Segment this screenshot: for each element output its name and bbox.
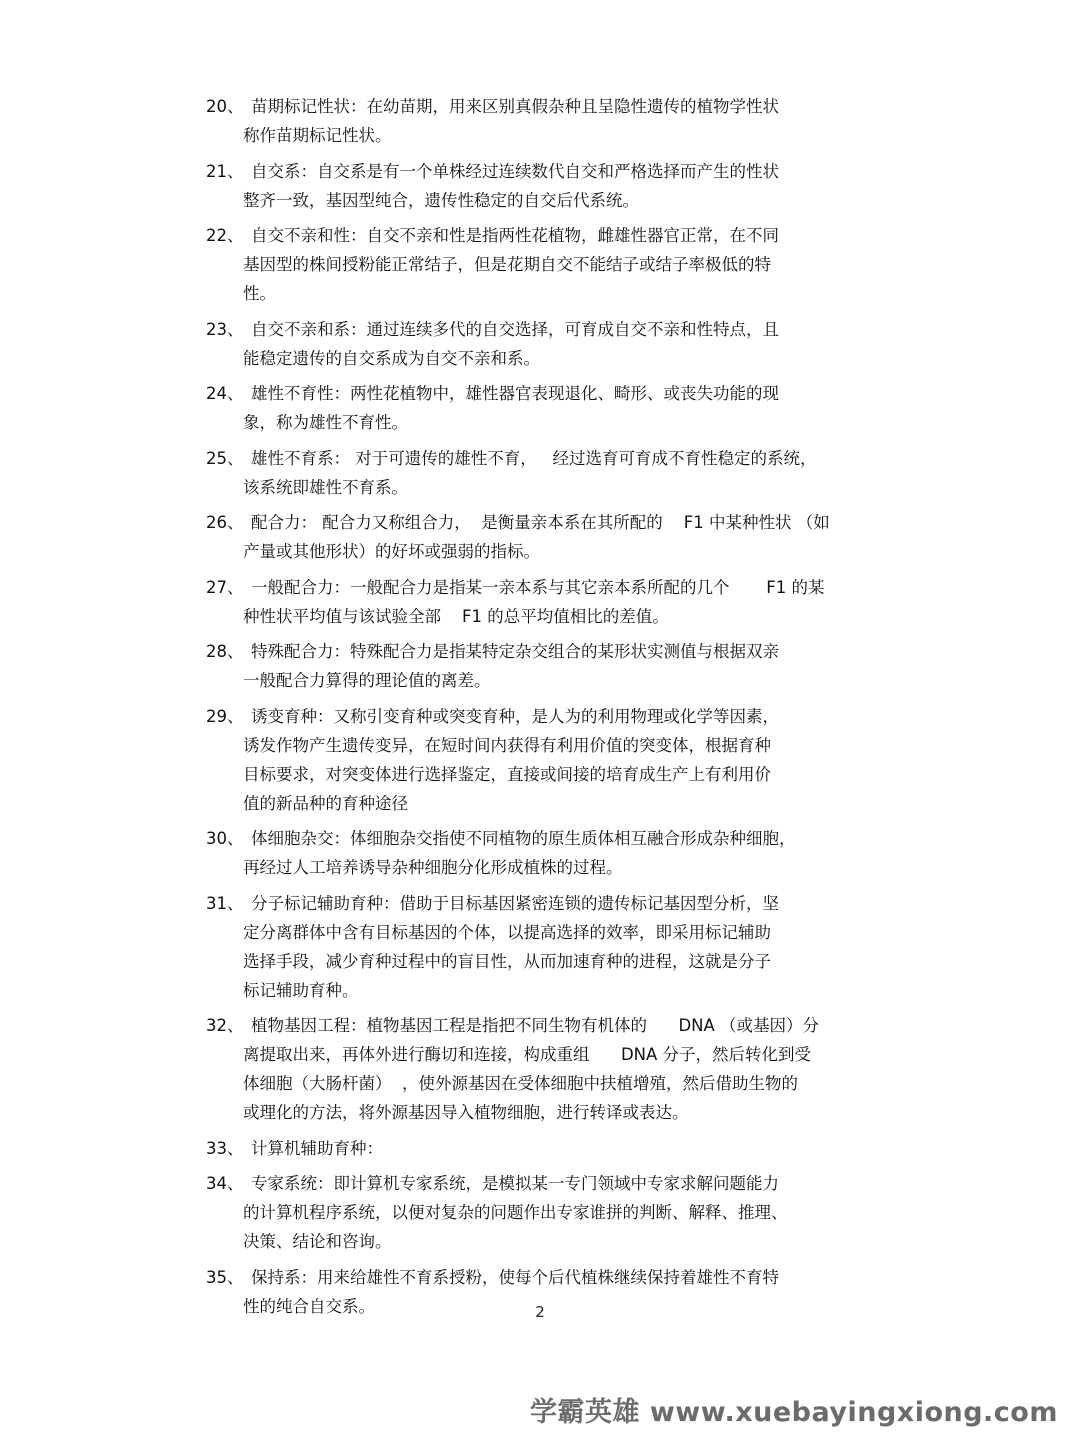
- glossary-entry: [206, 157, 922, 215]
- entry-text: 专家系统：即计算机专家系统，是模拟某一专门领域中专家求解问题能力: [251, 1174, 779, 1193]
- entry-text: 种性状平均值与该试验全部 F1 的总平均值相比的差值。: [243, 606, 669, 626]
- entry-text: 苗期标记性状：在幼苗期，用来区别真假杂种且呈隐性遗传的植物学性状: [251, 97, 779, 116]
- entry-first-line: [206, 702, 922, 731]
- entry-text: 称作苗期标记性状。: [243, 126, 392, 145]
- entry-continuation-line: [206, 976, 922, 1005]
- entry-text: 植物基因工程：植物基因工程是指把不同生物有机体的 DNA （或基因）分: [251, 1016, 820, 1035]
- entry-text: 离提取出来，再体外进行酶切和连接，构成重组 DNA 分子，然后转化到受: [243, 1045, 812, 1064]
- entry-text: 特殊配合力：特殊配合力是指某特定杂交组合的某形状实测值与根据双亲: [251, 642, 779, 661]
- entry-first-line: [206, 1011, 922, 1040]
- entry-text: 该系统即雄性不育系。: [243, 477, 408, 497]
- entry-first-line: [206, 1169, 922, 1198]
- entry-number: 26、: [206, 513, 244, 532]
- entry-continuation-line: [206, 918, 922, 947]
- entry-first-line: [206, 1134, 922, 1163]
- entry-text: 体细胞（大肠杆菌） ，使外源基因在受体细胞中扶植增殖，然后借助生物的: [243, 1074, 798, 1093]
- page-number: 2: [535, 1303, 545, 1321]
- glossary-entry: [206, 702, 922, 818]
- entry-continuation-line: [206, 279, 922, 308]
- glossary-entry: [206, 1169, 922, 1256]
- glossary-entry: [206, 824, 922, 882]
- entry-text: 诱发作物产生遗传变异，在短时间内获得有利用价值的突变体，根据育种: [243, 735, 771, 755]
- glossary-entry: [206, 1134, 922, 1163]
- entry-text: 自交系：自交系是有一个单株经过连续数代自交和严格选择而产生的性状: [251, 161, 779, 181]
- entry-number: 20、: [206, 97, 244, 116]
- entry-continuation-line: [206, 760, 922, 789]
- entry-continuation-line: [206, 602, 922, 631]
- entry-number: 33、: [206, 1138, 244, 1158]
- entry-text: 决策、结论和咨询。: [243, 1232, 392, 1251]
- entry-continuation-line: [206, 853, 922, 882]
- entry-text: 配合力： 配合力又称组合力， 是衡量亲本系在其所配的 F1 中某种性状 （如: [251, 513, 830, 532]
- entry-number: 34、: [206, 1174, 244, 1193]
- entry-first-line: [206, 221, 922, 250]
- entry-text: 性。: [243, 284, 276, 303]
- entry-number: 21、: [206, 161, 244, 181]
- entry-text: 一般配合力算得的理论值的离差。: [243, 671, 491, 690]
- entry-continuation-line: [206, 1098, 922, 1127]
- entry-first-line: [206, 573, 922, 602]
- entry-text: 自交不亲和性：自交不亲和性是指两性花植物，雌雄性器官正常，在不同: [251, 226, 779, 245]
- entry-text: 选择手段，减少育种过程中的盲目性，从而加速育种的进程，这就是分子: [243, 951, 771, 971]
- glossary-entry: [206, 508, 922, 566]
- entry-text: 整齐一致，基因型纯合，遗传性稳定的自交后代系统。: [243, 190, 639, 210]
- entry-text: 分子标记辅助育种：借助于目标基因紧密连锁的遗传标记基因型分析，坚: [251, 893, 779, 913]
- entry-text: 一般配合力：一般配合力是指某一亲本系与其它亲本系所配的几个 F1 的某: [251, 577, 825, 597]
- entry-number: 28、: [206, 642, 244, 661]
- site-watermark: 学霸英雄 www.xuebayingxiong.com: [529, 1397, 1058, 1428]
- entry-text: 的计算机程序系统，以便对复杂的问题作出专家谁拼的判断、解释、推理、: [243, 1203, 788, 1222]
- entry-number: 22、: [206, 226, 244, 245]
- entry-text: 诱变育种：又称引变育种或突变育种，是人为的利用物理或化学等因素，: [251, 706, 779, 726]
- entry-continuation-line: [206, 186, 922, 215]
- entry-text: 定分离群体中含有目标基因的个体，以提高选择的效率，即采用标记辅助: [243, 922, 771, 942]
- entry-text: 自交不亲和系：通过连续多代的自交选择，可育成自交不亲和性特点，且: [251, 319, 779, 339]
- entry-continuation-line: [206, 250, 922, 279]
- entry-text: 产量或其他形状）的好坏或强弱的指标。: [243, 542, 540, 561]
- entry-first-line: [206, 1263, 922, 1292]
- glossary-entry: [206, 637, 922, 695]
- entry-continuation-line: [206, 666, 922, 695]
- entry-number: 31、: [206, 893, 244, 913]
- entry-number: 24、: [206, 384, 244, 403]
- entry-text: 再经过人工培养诱导杂种细胞分化形成植株的过程。: [243, 858, 623, 877]
- entry-text: 雄性不育系： 对于可遗传的雄性不育， 经过选育可育成不育性稳定的系统，: [251, 448, 817, 468]
- entry-number: 29、: [206, 706, 244, 726]
- glossary-list: [206, 92, 922, 1327]
- entry-text: 象，称为雄性不育性。: [243, 413, 408, 432]
- entry-first-line: [206, 315, 922, 344]
- entry-continuation-line: [206, 1069, 922, 1098]
- entry-text: 能稳定遗传的自交系成为自交不亲和系。: [243, 348, 540, 368]
- entry-continuation-line: [206, 121, 922, 150]
- entry-first-line: [206, 508, 922, 537]
- entry-continuation-line: [206, 408, 922, 437]
- entry-first-line: [206, 637, 922, 666]
- glossary-entry: [206, 1011, 922, 1127]
- entry-continuation-line: [206, 1227, 922, 1256]
- entry-number: 23、: [206, 319, 244, 339]
- entry-number: 25、: [206, 448, 244, 468]
- glossary-entry: [206, 315, 922, 373]
- entry-number: 30、: [206, 829, 244, 848]
- entry-first-line: [206, 379, 922, 408]
- entry-number: 35、: [206, 1267, 244, 1287]
- glossary-entry: [206, 444, 922, 502]
- entry-continuation-line: [206, 789, 922, 818]
- entry-number: 27、: [206, 577, 244, 597]
- entry-text: 保持系：用来给雄性不育系授粉，使每个后代植株继续保持着雄性不育特: [251, 1267, 779, 1287]
- entry-first-line: [206, 889, 922, 918]
- entry-text: 雄性不育性：两性花植物中，雄性器官表现退化、畸形、或丧失功能的现: [251, 384, 779, 403]
- glossary-entry: [206, 221, 922, 308]
- entry-text: 或理化的方法，将外源基因导入植物细胞，进行转译或表达。: [243, 1103, 689, 1122]
- entry-continuation-line: [206, 344, 922, 373]
- entry-text: 目标要求，对突变体进行选择鉴定，直接或间接的培育成生产上有利用价: [243, 764, 771, 784]
- glossary-entry: [206, 889, 922, 1005]
- entry-first-line: [206, 92, 922, 121]
- entry-continuation-line: [206, 1040, 922, 1069]
- entry-first-line: [206, 157, 922, 186]
- entry-continuation-line: [206, 1198, 922, 1227]
- entry-continuation-line: [206, 473, 922, 502]
- entry-continuation-line: [206, 731, 922, 760]
- entry-text: 值的新品种的育种途径: [243, 793, 408, 813]
- entry-continuation-line: [206, 537, 922, 566]
- entry-text: 体细胞杂交：体细胞杂交指使不同植物的原生质体相互融合形成杂种细胞，: [251, 829, 796, 848]
- entry-continuation-line: [206, 947, 922, 976]
- entry-number: 32、: [206, 1016, 244, 1035]
- entry-text: 标记辅助育种。: [243, 980, 359, 1000]
- glossary-entry: [206, 92, 922, 150]
- entry-text: 计算机辅助育种：: [251, 1138, 383, 1158]
- glossary-entry: [206, 573, 922, 631]
- entry-text: 基因型的株间授粉能正常结子，但是花期自交不能结子或结子率极低的特: [243, 255, 771, 274]
- entry-first-line: [206, 824, 922, 853]
- entry-text: 性的纯合自交系。: [243, 1296, 375, 1316]
- entry-first-line: [206, 444, 922, 473]
- glossary-entry: [206, 379, 922, 437]
